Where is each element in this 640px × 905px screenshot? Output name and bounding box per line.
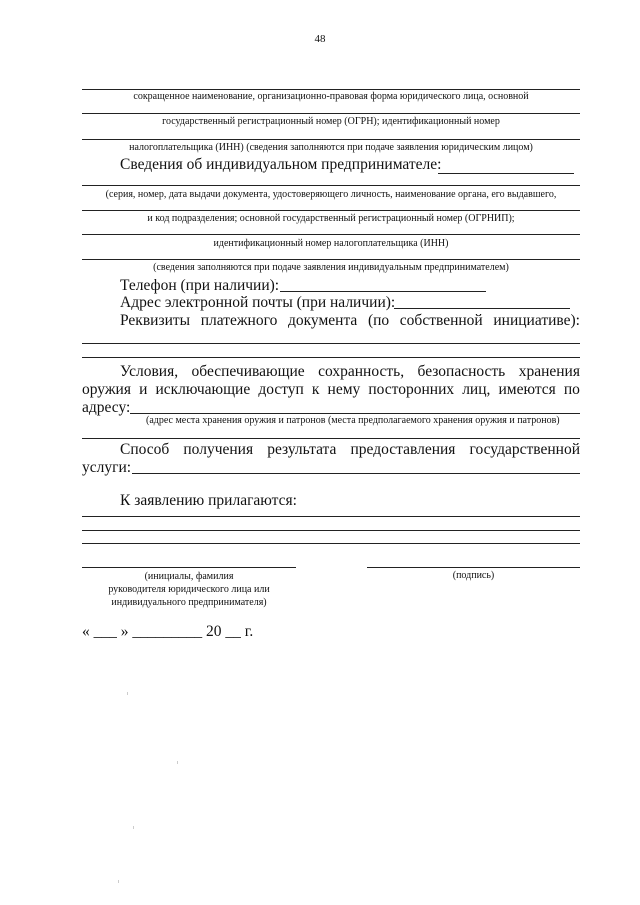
date-year-field[interactable]: __ (225, 623, 241, 640)
page-number: 48 (314, 33, 326, 45)
caption-ogrnip: и код подразделения; основной государственный регистрационный номер (ОГРНИП); (147, 213, 515, 224)
scan-speck (118, 880, 119, 883)
attachments-field-3[interactable] (82, 543, 580, 544)
date-line (82, 622, 253, 641)
caption-id-document: (серия, номер, дата выдачи документа, удостоверяющего личность, наименование органа, его выдавшего, (105, 189, 557, 200)
email-field[interactable] (394, 308, 570, 309)
storage-word: исключающие (155, 381, 251, 398)
date-year-suffix: г. (244, 623, 254, 640)
caption-signature: (подпись) (452, 570, 495, 581)
storage-word: посторонних (368, 381, 455, 398)
caption-legal-short-name: сокращенное наименование, организационно-правовая форма юридического лица, основной (133, 91, 529, 102)
field-line-ogrnip[interactable] (82, 210, 580, 211)
payment-word: платежного (200, 312, 278, 329)
service-method-field[interactable] (132, 473, 580, 474)
service-word: Способ (120, 441, 170, 458)
caption-entrepreneur-inn: идентификационный номер налогоплательщика (ИНН) (213, 238, 449, 249)
attachments-field-1[interactable] (82, 516, 580, 517)
date-year-prefix: 20 (206, 623, 222, 640)
storage-word: оружия (82, 381, 131, 398)
scan-speck (127, 692, 128, 695)
service-label: услуги: (82, 459, 132, 476)
storage-word: и (139, 381, 148, 398)
date-open-quote: « (82, 623, 90, 640)
storage-word: по (563, 381, 580, 398)
initials-field[interactable] (82, 567, 296, 568)
storage-conditions-line-1 (120, 362, 580, 381)
field-line-legal-name[interactable] (82, 89, 580, 90)
caption-inn: налогоплательщика (ИНН) (сведения заполняются при подаче заявления юридическим лицом) (129, 142, 533, 153)
storage-word: лиц, (462, 381, 491, 398)
caption-ogrn: государственный регистрационный номер (ОГРН); идентификационный номер (162, 116, 500, 127)
payment-word: Реквизиты (120, 312, 191, 329)
payment-word: документа (287, 312, 358, 329)
caption-initials-line-1: (инициалы, фамилия (144, 571, 234, 582)
date-close-quote: » (120, 623, 129, 640)
payment-field-2[interactable] (82, 357, 580, 358)
service-word: результата (267, 441, 337, 458)
service-word: государственной (469, 441, 580, 458)
storage-word: сохранность, (318, 363, 405, 380)
attachments-heading: К заявлению прилагаются: (120, 492, 297, 509)
storage-word: безопасность (417, 363, 506, 380)
caption-storage-address: (адрес места хранения оружия и патронов (места предполагаемого хранения оружия и патронов) (146, 415, 560, 426)
caption-initials-line-3: индивидуального предпринимателя) (111, 597, 267, 608)
service-word: получения (183, 441, 254, 458)
storage-word: хранения (518, 363, 580, 380)
caption-entrepreneur-note: (сведения заполняются при подаче заявления индивидуальным предпринимателем) (153, 262, 509, 273)
field-line-inn[interactable] (82, 139, 580, 140)
entrepreneur-heading: Сведения об индивидуальном предпринимателе: (120, 156, 442, 173)
storage-address-field-2[interactable] (82, 438, 580, 439)
storage-word: имеются (498, 381, 556, 398)
payment-document-label (120, 311, 580, 330)
phone-label: Телефон (при наличии): (120, 277, 280, 294)
field-line-entrepreneur-name[interactable] (438, 173, 574, 174)
scan-speck (177, 761, 178, 764)
payment-word: инициативе): (493, 312, 580, 329)
date-day-field[interactable]: ___ (93, 623, 117, 640)
payment-word: собственной (399, 312, 483, 329)
storage-word: доступ (258, 381, 304, 398)
caption-initials-line-2: руководителя юридического лица или (108, 584, 270, 595)
storage-word: к (311, 381, 320, 398)
attachments-field-2[interactable] (82, 530, 580, 531)
scan-speck (133, 826, 134, 829)
storage-word: нему (327, 381, 361, 398)
payment-word: (по (367, 312, 390, 329)
caption-initials (82, 570, 296, 609)
field-line-ogrn[interactable] (82, 113, 580, 114)
phone-field[interactable] (280, 291, 486, 292)
signature-field[interactable] (367, 567, 580, 568)
email-label: Адрес электронной почты (при наличии): (120, 294, 396, 311)
service-word: предоставления (350, 441, 456, 458)
storage-address-field[interactable] (130, 413, 580, 414)
storage-conditions-line-2 (82, 380, 580, 399)
payment-field-1[interactable] (82, 343, 580, 344)
service-method-line-1 (120, 440, 580, 459)
date-month-field[interactable]: _________ (132, 623, 203, 640)
storage-word: Условия, (120, 363, 179, 380)
field-line-entrepreneur-inn[interactable] (82, 234, 580, 235)
field-line-entrepreneur-extra[interactable] (82, 259, 580, 260)
field-line-id-document[interactable] (82, 185, 580, 186)
storage-word: обеспечивающие (191, 363, 305, 380)
address-label: адресу: (82, 399, 131, 416)
